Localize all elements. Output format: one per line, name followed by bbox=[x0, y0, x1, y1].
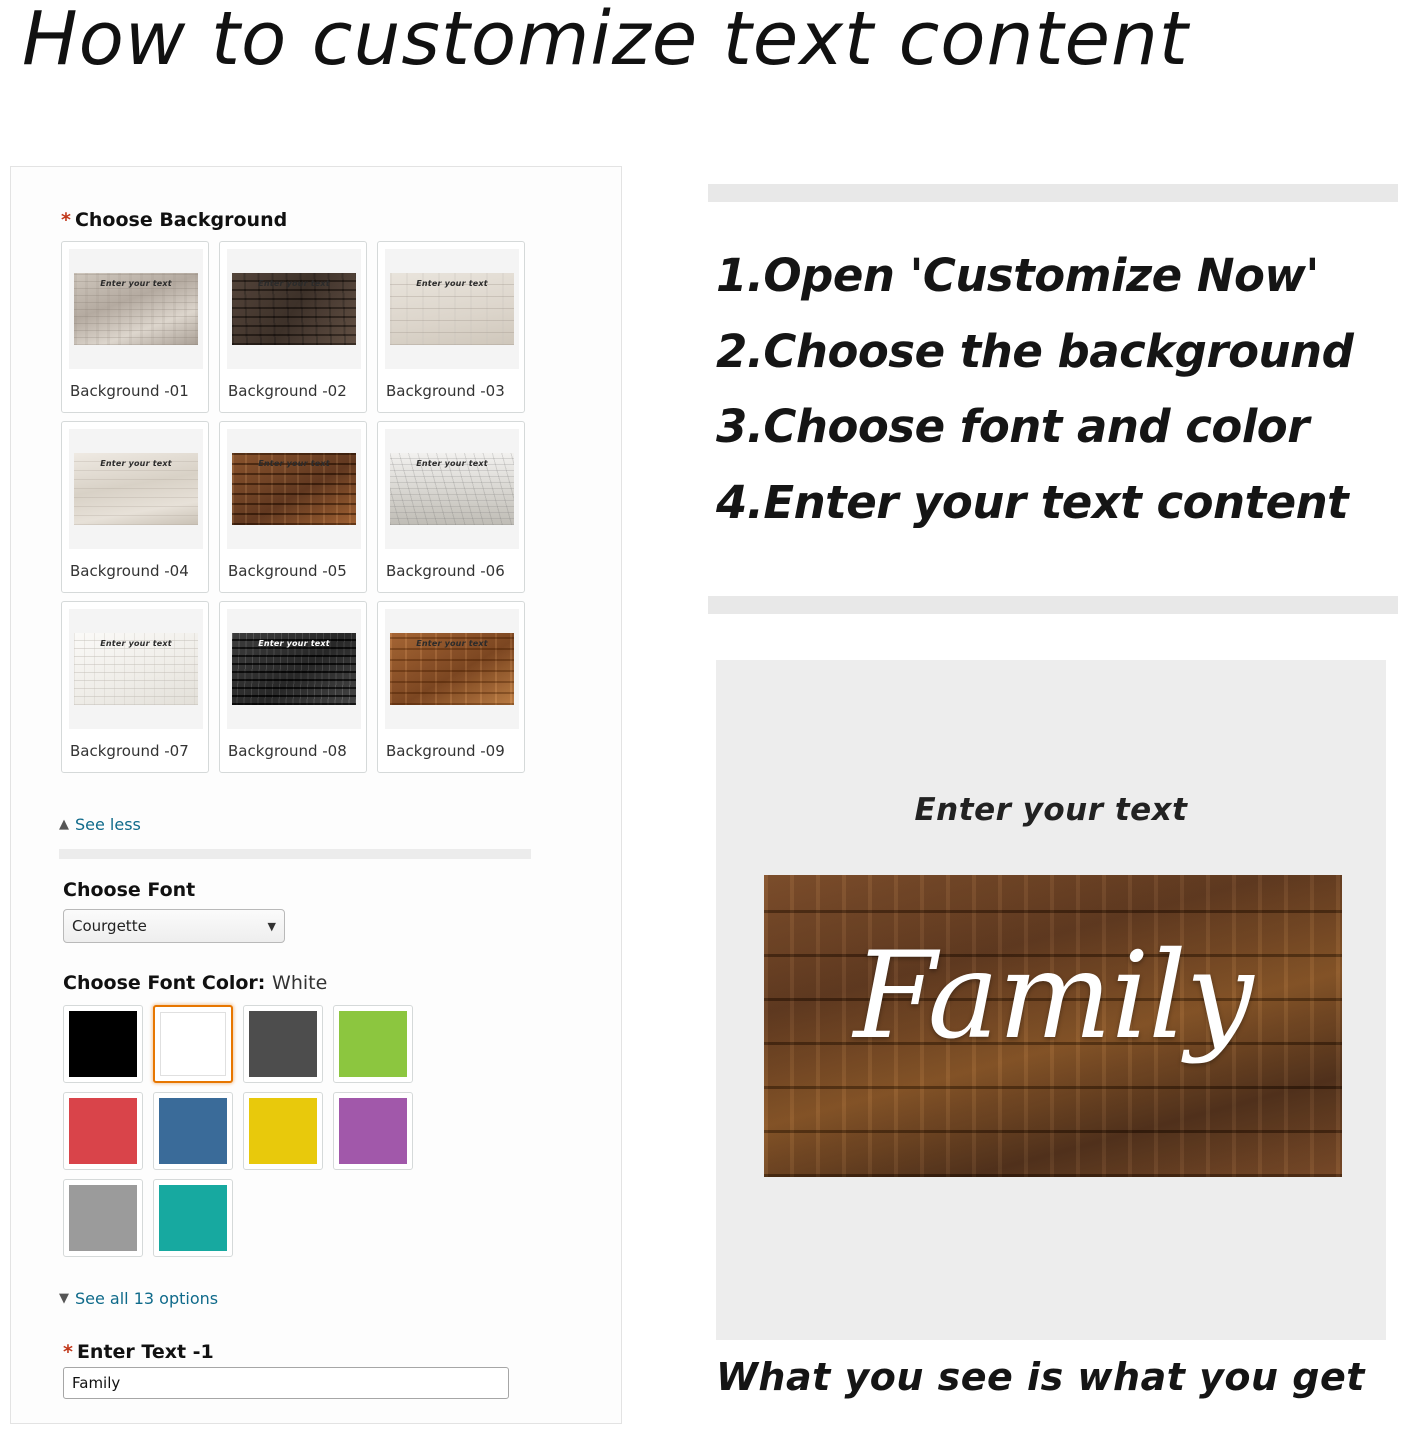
preview-area bbox=[716, 660, 1386, 1340]
background-thumbnail-wrapper-6 bbox=[385, 429, 519, 549]
background-option-label-6: Background -06 bbox=[386, 562, 505, 580]
color-swatch-fill bbox=[249, 1098, 317, 1164]
thumbnail-caption: Enter your text bbox=[416, 459, 488, 468]
background-option-6[interactable] bbox=[377, 421, 525, 593]
background-option-1[interactable] bbox=[61, 241, 209, 413]
background-thumbnail-2 bbox=[232, 273, 356, 345]
enter-text-value: Family bbox=[72, 1374, 121, 1392]
see-less-label: See less bbox=[75, 815, 141, 834]
background-thumbnail-wrapper-3 bbox=[385, 249, 519, 369]
background-option-label-7: Background -07 bbox=[70, 742, 189, 760]
font-select-value: Courgette bbox=[72, 917, 147, 935]
choose-font-label: Choose Font bbox=[63, 879, 196, 901]
thumbnail-caption: Enter your text bbox=[416, 279, 488, 288]
chevron-down-icon: ▼ bbox=[267, 919, 276, 933]
color-swatch-fill bbox=[160, 1012, 226, 1076]
background-thumbnail-4 bbox=[74, 453, 198, 525]
color-swatch-green[interactable] bbox=[333, 1005, 413, 1083]
step-4: 4.Enter your text content bbox=[716, 475, 1349, 529]
step-2: 2.Choose the background bbox=[716, 324, 1354, 378]
background-option-5[interactable] bbox=[219, 421, 367, 593]
thumbnail-caption: Enter your text bbox=[100, 279, 172, 288]
color-swatch-fill bbox=[159, 1098, 227, 1164]
thumbnail-caption: Enter your text bbox=[100, 459, 172, 468]
background-option-label-2: Background -02 bbox=[228, 382, 347, 400]
background-option-4[interactable] bbox=[61, 421, 209, 593]
choose-background-label: Choose Background bbox=[74, 209, 288, 231]
font-color-swatches bbox=[63, 1005, 443, 1257]
color-swatch-teal[interactable] bbox=[153, 1179, 233, 1257]
required-asterisk: * bbox=[63, 1341, 73, 1363]
background-thumbnail-wrapper-1 bbox=[69, 249, 203, 369]
background-thumbnail-8 bbox=[232, 633, 356, 705]
background-option-label-4: Background -04 bbox=[70, 562, 189, 580]
background-thumbnail-wrapper-4 bbox=[69, 429, 203, 549]
background-option-3[interactable] bbox=[377, 241, 525, 413]
divider-bar-middle bbox=[708, 596, 1398, 614]
background-options-grid bbox=[61, 241, 581, 773]
background-thumbnail-3 bbox=[390, 273, 514, 345]
thumbnail-caption: Enter your text bbox=[416, 639, 488, 648]
enter-text-label-text: Enter Text -1 bbox=[76, 1341, 214, 1363]
background-thumbnail-wrapper-7 bbox=[69, 609, 203, 729]
background-thumbnail-5 bbox=[232, 453, 356, 525]
preview-board-text: Family bbox=[853, 927, 1253, 1066]
thumbnail-caption: Enter your text bbox=[100, 639, 172, 648]
font-color-label-text: Choose Font Color: bbox=[63, 972, 266, 994]
page-title: How to customize text content bbox=[22, 0, 1189, 82]
background-option-8[interactable] bbox=[219, 601, 367, 773]
background-option-label-1: Background -01 bbox=[70, 382, 189, 400]
color-swatch-blue[interactable] bbox=[153, 1092, 233, 1170]
preview-sign-board bbox=[764, 875, 1342, 1177]
preview-footer-text: What you see is what you get bbox=[716, 1355, 1365, 1399]
background-option-2[interactable] bbox=[219, 241, 367, 413]
color-swatch-black[interactable] bbox=[63, 1005, 143, 1083]
see-less-link[interactable] bbox=[59, 815, 141, 834]
thumbnail-caption: Enter your text bbox=[258, 279, 330, 288]
choose-background-heading bbox=[61, 209, 287, 231]
thumbnail-caption: Enter your text bbox=[258, 459, 330, 468]
color-swatch-fill bbox=[69, 1011, 137, 1077]
content-area bbox=[0, 160, 1411, 1434]
color-swatch-fill bbox=[159, 1185, 227, 1251]
color-swatch-fill bbox=[339, 1011, 407, 1077]
background-option-7[interactable] bbox=[61, 601, 209, 773]
thumbnail-caption: Enter your text bbox=[258, 639, 330, 648]
color-swatch-fill bbox=[339, 1098, 407, 1164]
background-thumbnail-1 bbox=[74, 273, 198, 345]
see-all-options-label: See all 13 options bbox=[75, 1289, 219, 1308]
background-option-label-5: Background -05 bbox=[228, 562, 347, 580]
customizer-panel bbox=[10, 166, 622, 1424]
chevron-up-icon: ▲ bbox=[59, 817, 69, 832]
color-swatch-purple[interactable] bbox=[333, 1092, 413, 1170]
color-swatch-fill bbox=[69, 1185, 137, 1251]
divider-bar-top bbox=[708, 184, 1398, 202]
section-divider-1 bbox=[59, 849, 531, 859]
background-thumbnail-6 bbox=[390, 453, 514, 525]
color-swatch-fill bbox=[69, 1098, 137, 1164]
color-swatch-gray[interactable] bbox=[63, 1179, 143, 1257]
instructions-panel bbox=[700, 160, 1400, 1434]
choose-font-color-label bbox=[63, 972, 327, 994]
preview-caption: Enter your text bbox=[914, 792, 1188, 828]
background-thumbnail-wrapper-9 bbox=[385, 609, 519, 729]
background-option-label-9: Background -09 bbox=[386, 742, 505, 760]
background-thumbnail-wrapper-2 bbox=[227, 249, 361, 369]
step-1: 1.Open 'Customize Now' bbox=[716, 249, 1319, 302]
background-option-9[interactable] bbox=[377, 601, 525, 773]
background-thumbnail-wrapper-5 bbox=[227, 429, 361, 549]
font-select[interactable] bbox=[63, 909, 285, 943]
color-swatch-fill bbox=[249, 1011, 317, 1077]
background-thumbnail-9 bbox=[390, 633, 514, 705]
color-swatch-dark-gray[interactable] bbox=[243, 1005, 323, 1083]
enter-text-label bbox=[63, 1341, 214, 1363]
font-color-selected-value: White bbox=[272, 972, 328, 994]
background-option-label-3: Background -03 bbox=[386, 382, 505, 400]
background-thumbnail-7 bbox=[74, 633, 198, 705]
color-swatch-yellow[interactable] bbox=[243, 1092, 323, 1170]
background-option-label-8: Background -08 bbox=[228, 742, 347, 760]
color-swatch-red[interactable] bbox=[63, 1092, 143, 1170]
step-3: 3.Choose font and color bbox=[716, 400, 1309, 454]
color-swatch-white[interactable] bbox=[153, 1005, 233, 1083]
chevron-down-icon: ▼ bbox=[59, 1291, 69, 1306]
steps-list bbox=[716, 238, 1406, 540]
see-all-options-link[interactable] bbox=[59, 1289, 218, 1308]
background-thumbnail-wrapper-8 bbox=[227, 609, 361, 729]
required-asterisk: * bbox=[61, 209, 71, 231]
enter-text-input[interactable] bbox=[63, 1367, 509, 1399]
